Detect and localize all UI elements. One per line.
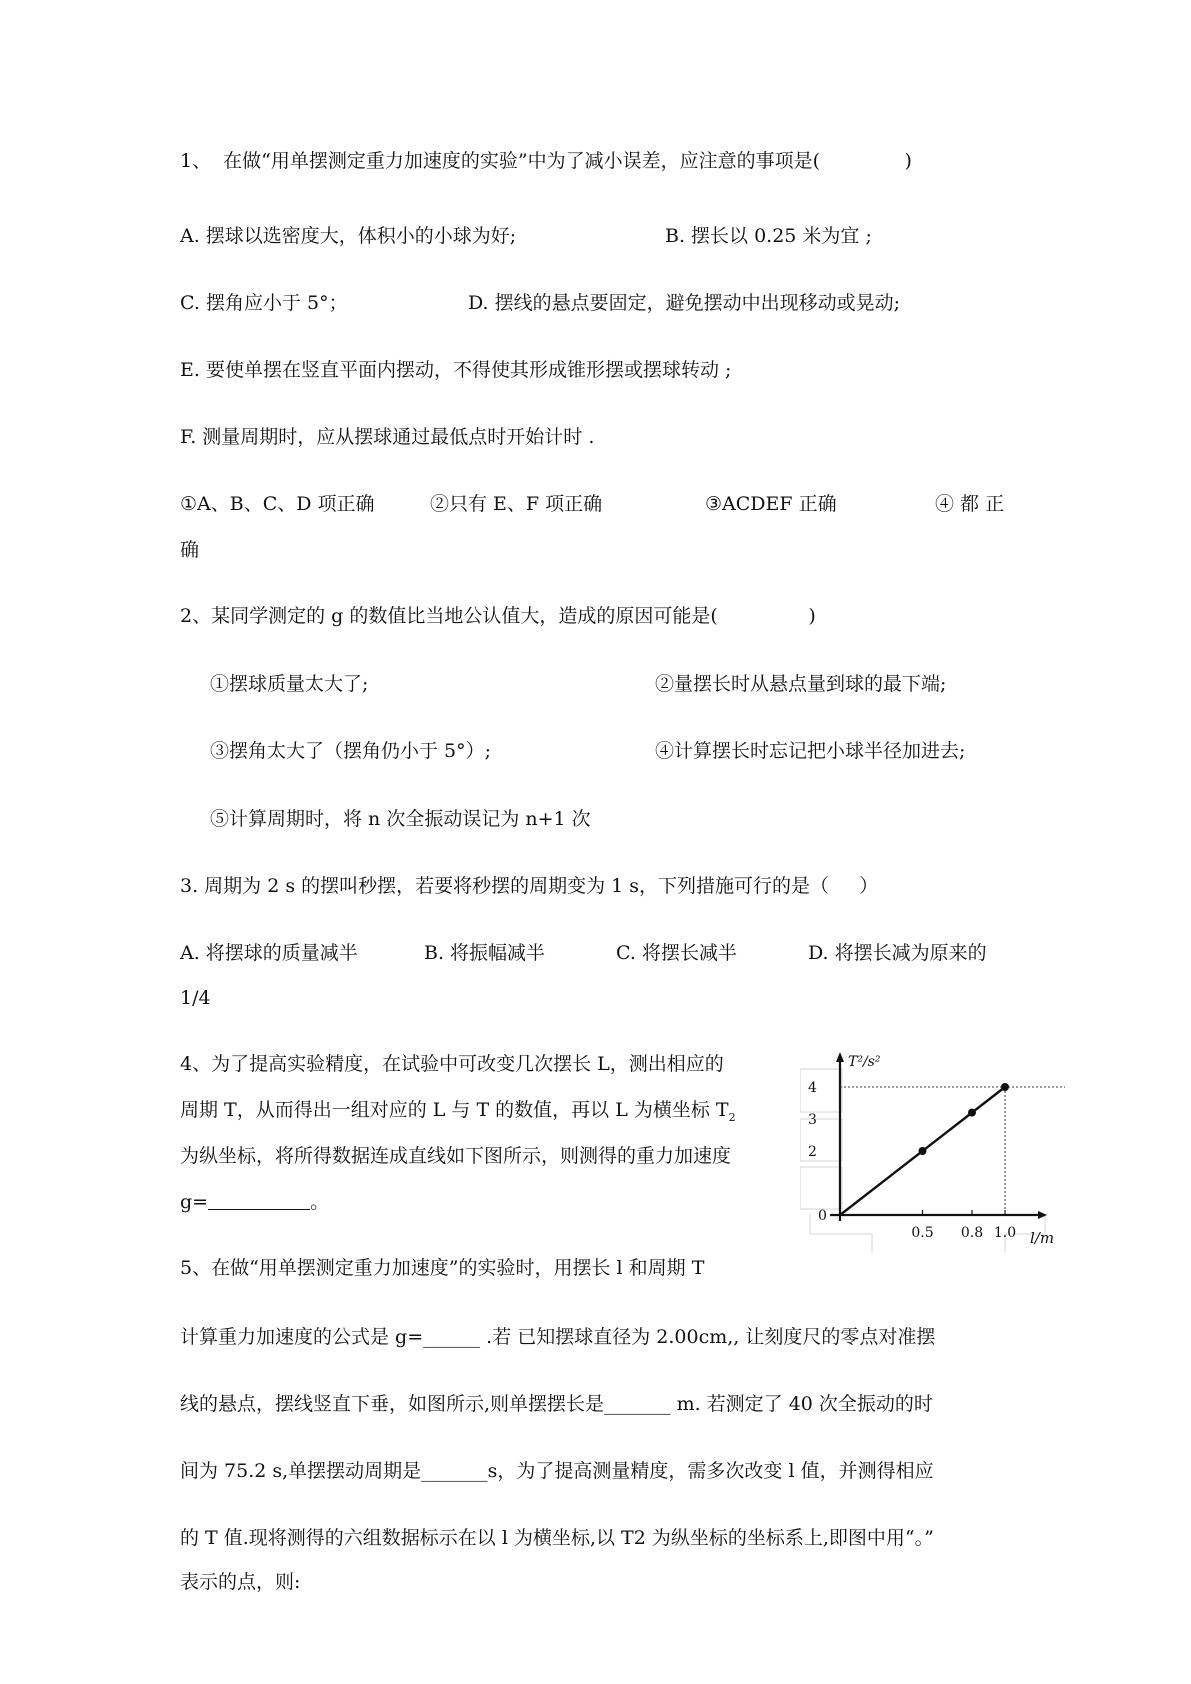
q1-option-e: E. 要使单摆在竖直平面内摆动，不得使其形成锥形摆或摆球转动 ; <box>180 359 732 381</box>
q3-option-d: D. 将摆长减为原来的 <box>808 942 987 964</box>
y-axis-arrow <box>836 1052 844 1062</box>
data-point <box>919 1147 927 1155</box>
q3-option-b: B. 将振幅减半 <box>424 942 546 964</box>
x-axis-arrow <box>1038 1211 1047 1219</box>
q2-option-1: ①摆球质量太大了; <box>210 673 369 695</box>
q1-option-b: B. 摆长以 0.25 米为宜 ; <box>665 225 872 247</box>
x-tick-label: 0.8 <box>960 1225 984 1241</box>
q1-choice-1: ①A、B、C、D 项正确 <box>180 493 375 515</box>
q4-superscript: 2 <box>728 1110 736 1124</box>
q3-option-c: C. 将摆长减半 <box>616 942 737 964</box>
x-axis-label: l/m <box>1030 1229 1055 1247</box>
y-tick-label: 3 <box>808 1112 817 1128</box>
q4-line-4-end: 。 <box>310 1191 330 1213</box>
q5-line-1: 5、在做“用单摆测定重力加速度”的实验时，用摆长 l 和周期 T <box>180 1257 705 1279</box>
q1-option-d: D. 摆线的悬点要固定，避免摆动中出现移动或晃动; <box>468 292 901 314</box>
q3-option-a: A. 将摆球的质量减半 <box>180 942 358 964</box>
q5-line-4: 间为 75.2 s,单摆摆动周期是_______s，为了提高测量精度，需多次改变 l 值，并测得相应 <box>180 1460 934 1482</box>
q1-choice-3: ③ACDEF 正确 <box>705 493 837 515</box>
q4-answer-blank[interactable] <box>208 1191 310 1210</box>
data-point <box>1001 1083 1009 1091</box>
chart-axes <box>830 1052 1047 1221</box>
q1-option-c: C. 摆角应小于 5°； <box>180 292 348 314</box>
q2-option-3: ③摆角太大了（摆角仍小于 5°）; <box>210 740 492 762</box>
q5-line-6: 表示的点，则: <box>180 1571 301 1593</box>
q5-line-5: 的 T 值.现将测得的六组数据标示在以 l 为横坐标,以 T2 为纵坐标的坐标系上,即图中用“。” <box>180 1527 934 1549</box>
y-axis-label: T²/s² <box>848 1054 881 1070</box>
q5-line-2: 计算重力加速度的公式是 g=______ .若 已知摆球直径为 2.00cm,, 让刻度尺的零点对准摆 <box>180 1326 936 1348</box>
chart-labels <box>808 1054 1054 1247</box>
q2-option-4: ④计算摆长时忘记把小球半径加进去; <box>655 740 966 762</box>
q3-option-d-cont: 1/4 <box>180 987 211 1009</box>
q4-line-1: 4、为了提高实验精度，在试验中可改变几次摆长 L，测出相应的 <box>180 1053 724 1075</box>
q1-option-a: A. 摆球以选密度大，体积小的小球为好; <box>180 225 517 247</box>
q2-stem: 2、某同学测定的 g 的数值比当地公认值大，造成的原因可能是( ) <box>180 605 816 627</box>
x-tick-label: 0.5 <box>911 1225 934 1241</box>
y-tick-label: 2 <box>808 1144 817 1160</box>
x-tick-label: 1.0 <box>993 1225 1017 1241</box>
q4-line-4 <box>180 1189 329 1215</box>
q2-option-5: ⑤计算周期时，将 n 次全振动误记为 n+1 次 <box>210 808 591 830</box>
q4-line-3: 为纵坐标，将所得数据连成直线如下图所示，则测得的重力加速度 <box>180 1145 732 1167</box>
origin-label: 0 <box>818 1208 827 1224</box>
q4-line-2 <box>180 1097 736 1131</box>
q1-stem: 1、 在做“用单摆测定重力加速度的实验”中为了减小误差，应注意的事项是( ) <box>180 150 912 172</box>
q5-line-3: 线的悬点，摆线竖直下垂，如图所示,则单摆摆长是_______ m. 若测定了 40 次全振动的时 <box>180 1393 933 1415</box>
data-point <box>968 1109 976 1117</box>
q3-stem: 3. 周期为 2 s 的摆叫秒摆，若要将秒摆的周期变为 1 s，下列措施可行的是（ ） <box>180 875 879 897</box>
q4-line-2-text: 周期 T，从而得出一组对应的 L 与 T 的数值，再以 L 为横坐标 T <box>180 1099 729 1121</box>
q1-choice-2: ②只有 E、F 项正确 <box>430 493 603 515</box>
t2-vs-l-chart <box>800 1052 1070 1252</box>
chart-guides <box>840 1087 1065 1215</box>
q1-choice-4-cont: 确 <box>180 539 200 561</box>
y-tick-label: 4 <box>808 1080 817 1096</box>
q1-choice-4: ④ 都 正 <box>935 493 1005 515</box>
q2-option-2: ②量摆长时从悬点量到球的最下端; <box>655 673 947 695</box>
q1-option-f: F. 测量周期时，应从摆球通过最低点时开始计时 . <box>180 426 595 448</box>
q4-g-label: g= <box>180 1191 209 1213</box>
